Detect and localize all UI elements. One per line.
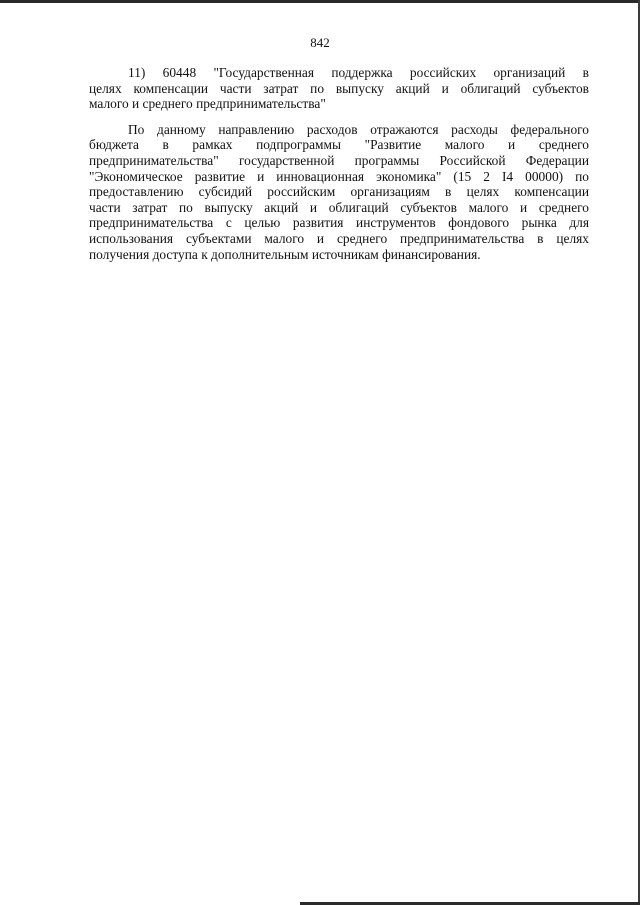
description-line: "Экономическое развитие и инновационная экономика" (15 2 I4 00000) по [89, 168, 589, 184]
page-number: 842 [310, 35, 330, 50]
section-heading [89, 65, 589, 112]
section-heading-line: 11) 60448 "Государственная поддержка российских организаций в [128, 65, 589, 80]
description-line: предпринимательства" государственной программы Российской Федерации [89, 152, 589, 168]
description-paragraph [89, 122, 589, 262]
description-line: получения доступа к дополнительным источникам финансирования. [89, 246, 481, 262]
scan-edge-top [0, 0, 640, 3]
section-heading-line: целях компенсации части затрат по выпуску акций и облигаций субъектов [89, 80, 589, 96]
description-line: бюджета в рамках подпрограммы "Развитие малого и среднего [89, 137, 589, 153]
description-line: части затрат по выпуску акций и облигаций субъектов малого и среднего [89, 199, 589, 215]
description-line: По данному направлению расходов отражаются расходы федерального [128, 121, 589, 137]
description-line: предоставлению субсидий российским организациям в целях компенсации [89, 184, 589, 200]
document-body [89, 65, 589, 262]
description-line: предпринимательства с целью развития инструментов фондового рынка для [89, 215, 589, 231]
paragraph-gap [89, 112, 589, 122]
section-heading-line: малого и среднего предпринимательства" [89, 96, 326, 112]
description-line: использования субъектами малого и среднего предпринимательства в целях [89, 230, 589, 246]
